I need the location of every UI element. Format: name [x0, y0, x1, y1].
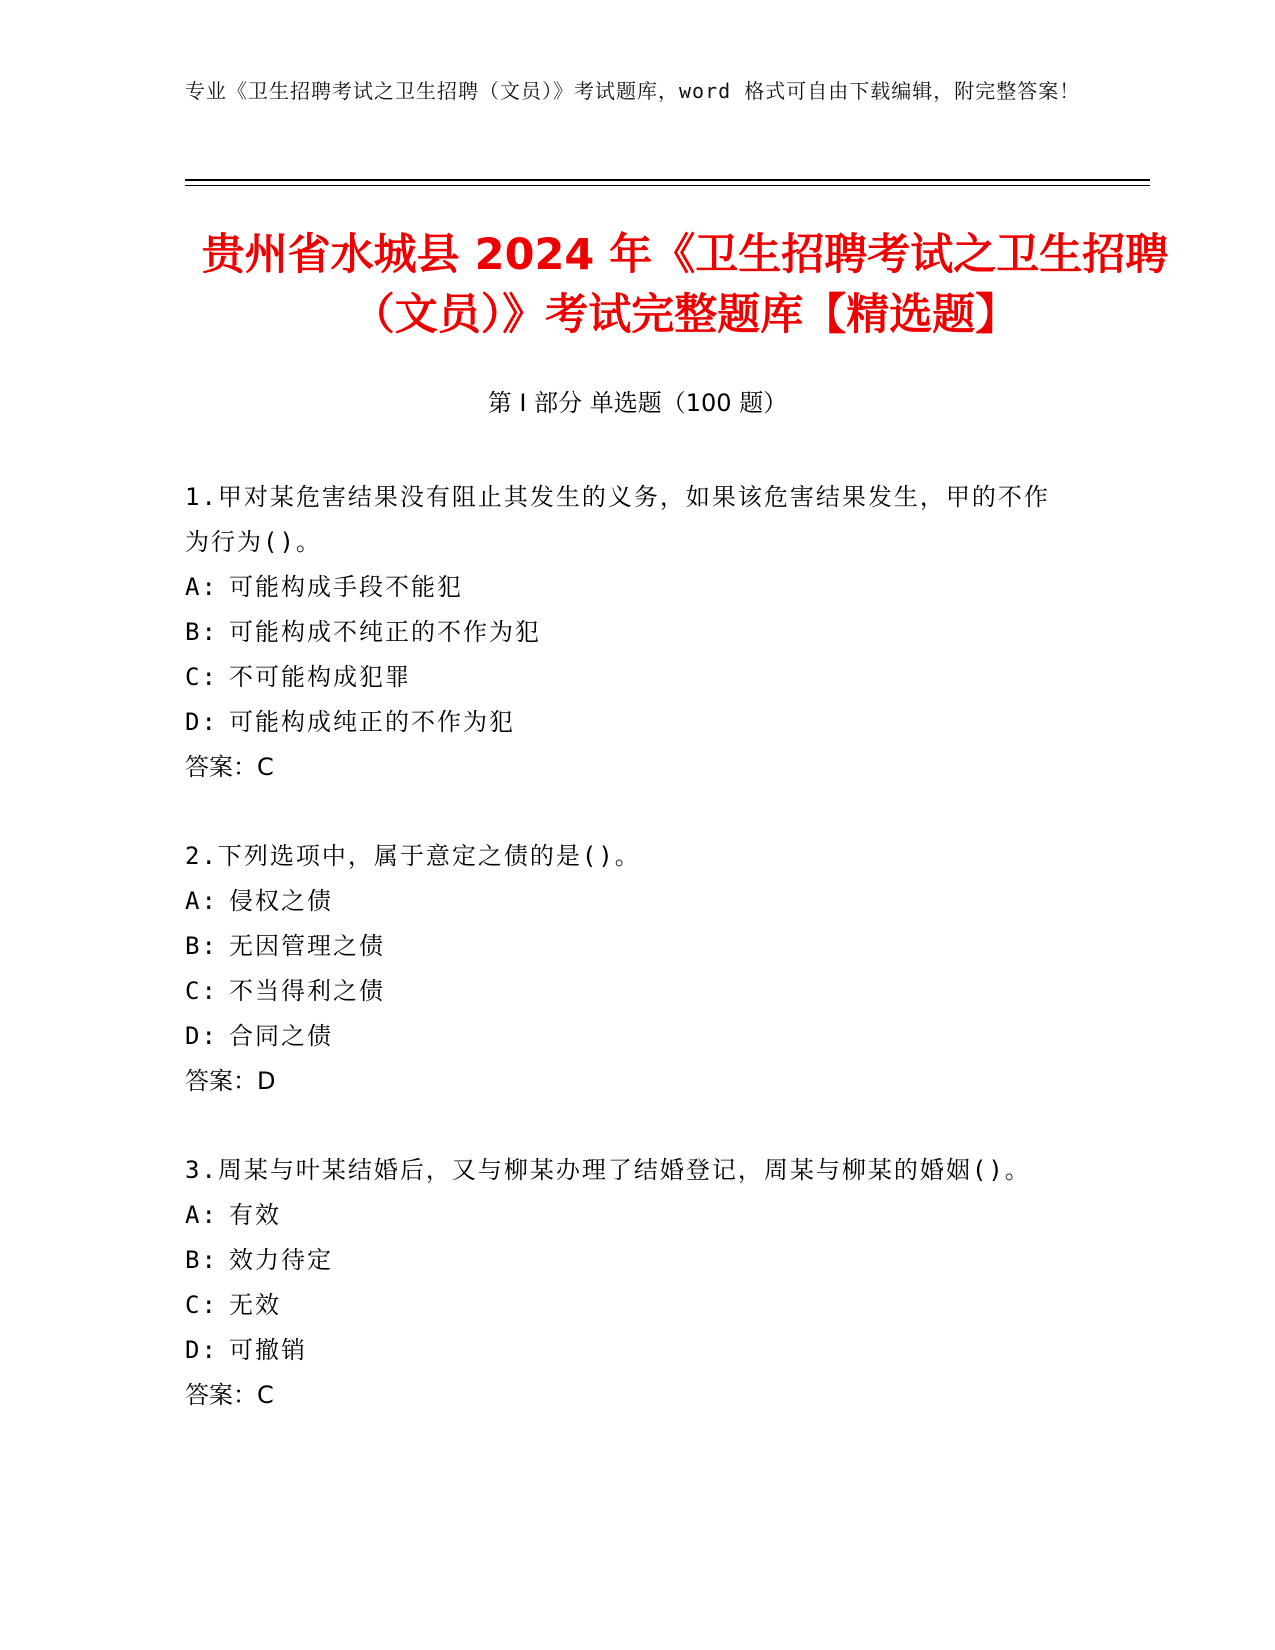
option-text: 可撤销: [229, 1336, 307, 1364]
option-text: 效力待定: [229, 1246, 333, 1274]
option-a: [185, 565, 1065, 610]
option-letter: B:: [185, 618, 218, 646]
option-text: 可能构成纯正的不作为犯: [229, 708, 515, 736]
answer-line: 答案：C: [185, 1381, 274, 1409]
option-b: [185, 1238, 1065, 1283]
question-1: [185, 475, 1065, 790]
question-stem: 2.下列选项中，属于意定之债的是()。: [185, 842, 641, 870]
option-d: [185, 1014, 1065, 1059]
question-stem: 3.周某与叶某结婚后，又与柳某办理了结婚登记，周某与柳某的婚姻()。: [185, 1156, 1031, 1184]
option-letter: B:: [185, 932, 218, 960]
option-text: 侵权之债: [229, 887, 333, 915]
option-text: 可能构成手段不能犯: [229, 573, 463, 601]
option-letter: C:: [185, 663, 218, 691]
option-text: 不当得利之债: [229, 977, 385, 1005]
option-text: 无因管理之债: [229, 932, 385, 960]
option-letter: D:: [185, 708, 218, 736]
option-d: [185, 1328, 1065, 1373]
option-text: 有效: [229, 1201, 281, 1229]
option-c: [185, 969, 1065, 1014]
question-3: [185, 1148, 1065, 1418]
header-rule-thin: [185, 185, 1150, 186]
option-c: [185, 1283, 1065, 1328]
option-letter: A:: [185, 1201, 218, 1229]
option-d: [185, 700, 1065, 745]
header-note: 专业《卫生招聘考试之卫生招聘（文员）》考试题库，word 格式可自由下载编辑，附完整答案！: [185, 79, 1081, 103]
option-c: [185, 655, 1065, 700]
option-letter: A:: [185, 887, 218, 915]
option-letter: B:: [185, 1246, 218, 1274]
option-text: 合同之债: [229, 1022, 333, 1050]
question-list: [185, 475, 1065, 1462]
option-text: 无效: [229, 1291, 281, 1319]
document-title: 贵州省水城县 2024 年《卫生招聘考试之卫生招聘（文员）》考试完整题库【精选题】: [201, 230, 1169, 340]
option-letter: D:: [185, 1022, 218, 1050]
option-text: 不可能构成犯罪: [229, 663, 411, 691]
question-2: [185, 834, 1065, 1104]
answer-line: 答案：D: [185, 1067, 276, 1095]
option-a: [185, 879, 1065, 924]
option-a: [185, 1193, 1065, 1238]
option-letter: D:: [185, 1336, 218, 1364]
option-b: [185, 610, 1065, 655]
option-letter: C:: [185, 977, 218, 1005]
option-text: 可能构成不纯正的不作为犯: [229, 618, 541, 646]
question-stem: 1.甲对某危害结果没有阻止其发生的义务，如果该危害结果发生，甲的不作为行为()。: [185, 483, 1050, 556]
answer-line: 答案：C: [185, 753, 274, 781]
section-title: 第 I 部分 单选题（100 题）: [487, 389, 788, 417]
header-rule-thick: [185, 179, 1150, 181]
option-letter: A:: [185, 573, 218, 601]
option-b: [185, 924, 1065, 969]
option-letter: C:: [185, 1291, 218, 1319]
